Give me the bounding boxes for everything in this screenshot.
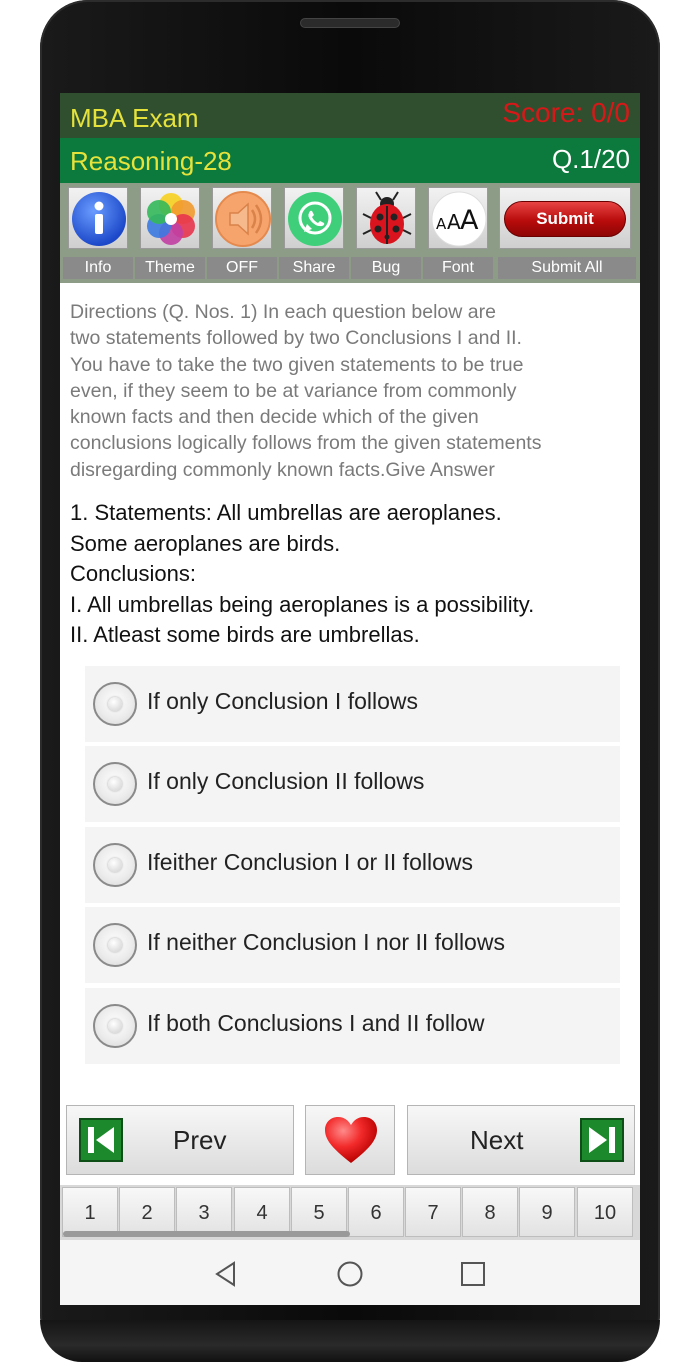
submit-button[interactable]	[504, 201, 626, 237]
option-3[interactable]	[85, 827, 620, 903]
next-arrow-icon	[580, 1118, 624, 1162]
system-navigation-bar	[60, 1240, 640, 1305]
next-label: Next	[470, 1125, 524, 1155]
font-size-icon	[429, 188, 489, 250]
report-bug-button[interactable]	[356, 187, 416, 249]
prev-arrow-icon	[79, 1118, 123, 1162]
question-text	[70, 498, 635, 651]
heart-icon	[323, 1116, 379, 1166]
header-bar	[60, 93, 640, 138]
font-size-button[interactable]	[428, 187, 488, 249]
theme-button[interactable]	[140, 187, 200, 249]
phone-bottom-edge	[40, 1320, 660, 1362]
page-tab-2[interactable]: 2	[119, 1187, 175, 1237]
question-line: II. Atleast some birds are umbrellas.	[70, 622, 420, 647]
question-line: 1. Statements: All umbrellas are aeroplanes.	[70, 500, 502, 525]
option-label: If only Conclusion I follows	[147, 688, 419, 714]
sound-toggle-button[interactable]	[212, 187, 272, 249]
page-tabs-scrollbar[interactable]	[63, 1231, 350, 1237]
question-line: Conclusions:	[70, 561, 196, 586]
directions-line: known facts and then decide which of the given	[70, 406, 479, 429]
directions-line: Directions (Q. Nos. 1) In each question below are	[70, 301, 496, 323]
directions-line: even, if they seem to be at variance from commonly	[70, 379, 517, 402]
page-tab-10[interactable]: 10	[577, 1187, 633, 1237]
bug-label: Bug	[351, 257, 421, 279]
radio-button[interactable]	[93, 762, 137, 806]
page-tab-8[interactable]: 8	[462, 1187, 518, 1237]
phone-speaker	[300, 18, 400, 28]
svg-text:A: A	[436, 215, 447, 233]
svg-text:A: A	[460, 205, 479, 236]
submit-button-label: Submit	[536, 209, 594, 228]
theme-label: Theme	[135, 257, 205, 279]
question-line: I. All umbrellas being aeroplanes is a possibility.	[70, 591, 535, 617]
info-label: Info	[63, 257, 133, 279]
toolbar	[60, 183, 640, 283]
submit-all-label: Submit All	[498, 257, 636, 279]
directions-line: You have to take the two given statements to be true	[70, 353, 524, 376]
app-title: MBA Exam	[70, 103, 199, 133]
recents-icon[interactable]	[459, 1260, 487, 1288]
page-tab-4[interactable]: 4	[234, 1187, 290, 1237]
radio-button[interactable]	[93, 682, 137, 726]
submit-button-frame	[499, 187, 631, 249]
directions-line: disregarding commonly known facts.Give Answer	[70, 458, 495, 481]
radio-button[interactable]	[93, 923, 137, 967]
page-tab-7[interactable]: 7	[405, 1187, 461, 1237]
prev-button[interactable]	[66, 1105, 294, 1175]
back-icon[interactable]	[212, 1260, 240, 1288]
option-2[interactable]	[85, 746, 620, 822]
prev-label: Prev	[173, 1125, 227, 1155]
page-tab-5[interactable]: 5	[291, 1187, 347, 1237]
radio-button[interactable]	[93, 1004, 137, 1048]
radio-button[interactable]	[93, 843, 137, 887]
page-tab-3[interactable]: 3	[176, 1187, 232, 1237]
page-tab-1[interactable]: 1	[62, 1187, 118, 1237]
subject-title: Reasoning-28	[70, 146, 232, 176]
directions-line: conclusions logically follows from the given statements	[70, 432, 542, 455]
directions-text	[70, 299, 635, 483]
option-1[interactable]	[85, 666, 620, 742]
directions-line: two statements followed by two Conclusions I and II.	[70, 327, 522, 350]
info-icon	[69, 188, 129, 250]
whatsapp-icon	[285, 188, 345, 250]
option-4[interactable]	[85, 907, 620, 983]
share-button[interactable]	[284, 187, 344, 249]
subject-bar	[60, 138, 640, 183]
option-label: If neither Conclusion I nor II follows	[147, 929, 505, 955]
sound-label: OFF	[207, 257, 277, 279]
svg-text:A: A	[447, 210, 461, 234]
option-label: Ifeither Conclusion I or II follows	[147, 849, 473, 875]
info-button[interactable]	[68, 187, 128, 249]
page-tab-6[interactable]: 6	[348, 1187, 404, 1237]
option-label: If both Conclusions I and II follow	[147, 1010, 485, 1036]
app-screen	[60, 93, 640, 1305]
score-label: Score: 0/0	[502, 97, 630, 128]
option-5[interactable]	[85, 988, 620, 1064]
page-tab-9[interactable]: 9	[519, 1187, 575, 1237]
ladybug-icon	[357, 188, 417, 250]
font-label: Font	[423, 257, 493, 279]
share-label: Share	[279, 257, 349, 279]
option-label: If only Conclusion II follows	[147, 768, 425, 794]
question-counter: Q.1/20	[551, 144, 630, 174]
sound-icon	[213, 188, 273, 250]
favorite-button[interactable]	[305, 1105, 395, 1175]
theme-icon	[141, 188, 201, 250]
question-line: Some aeroplanes are birds.	[70, 530, 341, 556]
next-button[interactable]	[407, 1105, 635, 1175]
home-icon[interactable]	[336, 1260, 364, 1288]
